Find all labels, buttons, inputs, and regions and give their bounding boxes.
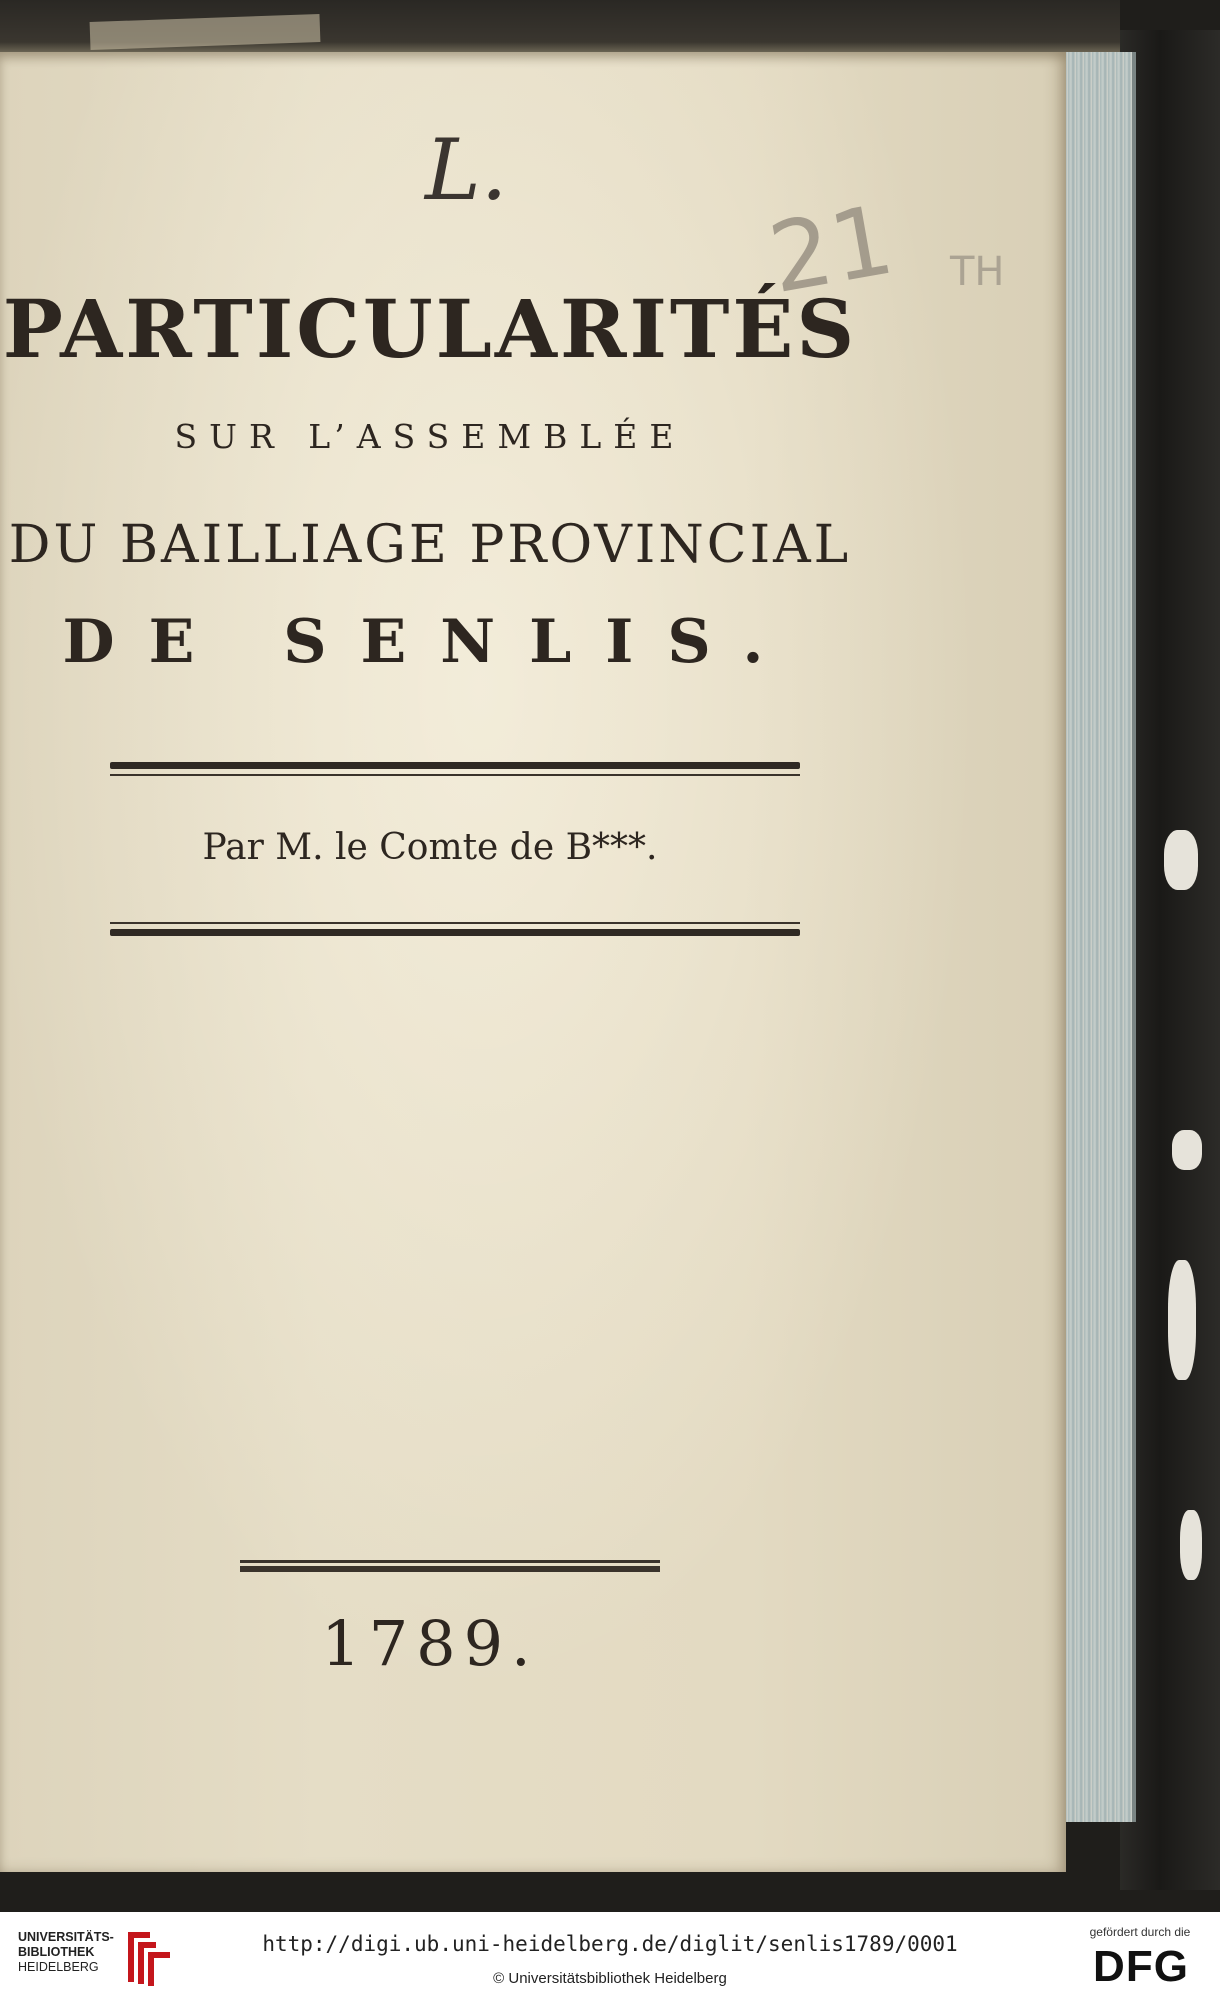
author-line: Par M. le Comte de B***. (202, 827, 658, 868)
cover-paper-chip (1172, 1130, 1202, 1170)
title-main: PARTICULARITÉS (2, 282, 858, 376)
pencil-mark: TH (950, 249, 1005, 295)
rule-thin-line (110, 774, 800, 776)
ornamental-rule (110, 762, 800, 776)
handwritten-shelfmark: L. (425, 121, 508, 219)
title-line-4: DE SENLIS. (62, 607, 798, 677)
title-line-3: DU BAILLIAGE PROVINCIAL (8, 515, 852, 575)
cover-paper-chip (1168, 1260, 1196, 1380)
cover-paper-chip (1180, 1510, 1202, 1580)
rule-thin-line (110, 922, 800, 924)
pencil-number: 21 (761, 183, 902, 316)
library-name-line-3: HEIDELBERG (18, 1960, 99, 1974)
top-book-edge (0, 0, 1120, 60)
dfg-logo[interactable]: DFG (1093, 1942, 1189, 1991)
library-name-line-2: BIBLIOTHEK (18, 1945, 95, 1959)
library-name-line-1: UNIVERSITÄTS- (18, 1930, 114, 1944)
title-line-2: SUR L’ASSEMBLÉE (174, 417, 686, 456)
imprint-rule (240, 1560, 660, 1572)
rule-thick-line (110, 929, 800, 936)
ornamental-rule (110, 922, 800, 936)
publication-year: 1789. (321, 1607, 539, 1680)
rule-thick-line (110, 762, 800, 769)
rule-thick-line (240, 1566, 660, 1572)
rule-thin-line (240, 1560, 660, 1563)
library-logo-text[interactable] (18, 1930, 128, 1986)
sponsor-caption: gefördert durch die (1089, 1925, 1191, 1939)
copyright-notice: © Universitätsbibliothek Heidelberg (493, 1970, 727, 1987)
viewer-footer (0, 1912, 1220, 2000)
title-page (0, 52, 1066, 1872)
old-label-fragment (90, 14, 321, 50)
permalink-url[interactable]: http://digi.ub.uni-heidelberg.de/diglit/senlis1789/0001 (262, 1932, 958, 1956)
cover-paper-chip (1164, 830, 1198, 890)
library-logo-icon[interactable] (124, 1926, 174, 1988)
